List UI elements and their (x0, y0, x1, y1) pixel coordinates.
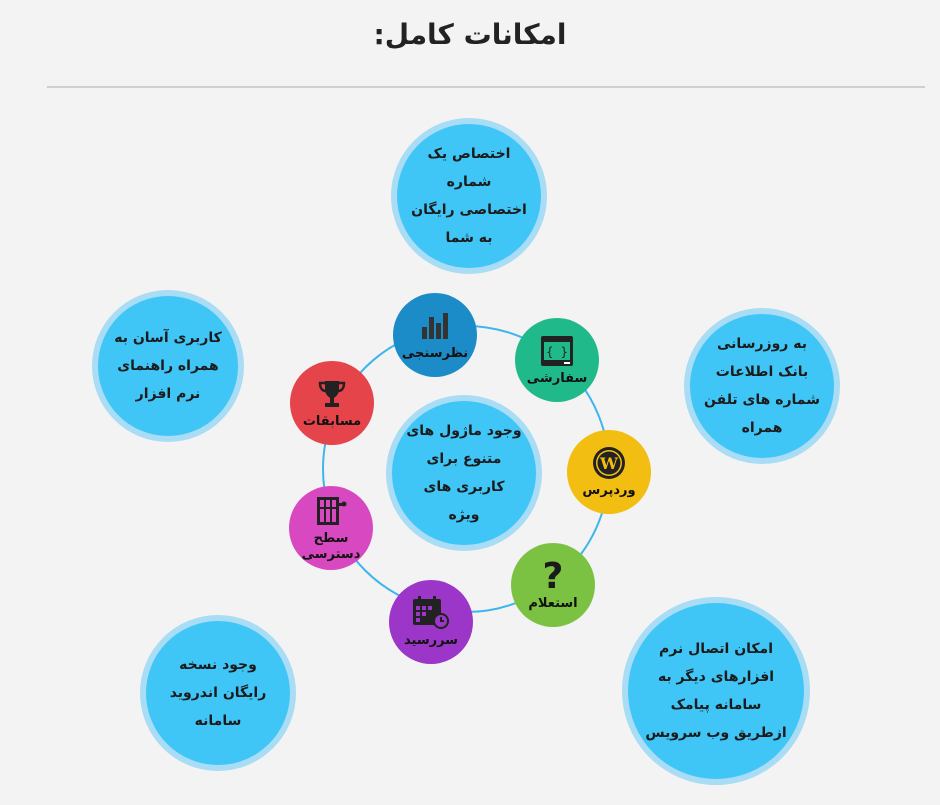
module-label-custom: سفارشی (526, 371, 588, 386)
calendar-clock-icon (411, 595, 451, 631)
feature-text-center: وجود ماژول های متنوع برای کاربری های ویژه (406, 423, 522, 523)
feature-text-right-lower: امکان اتصال نرم افزارهای دیگر به سامانه پیامک ازطریق وب سرویس (645, 641, 787, 741)
svg-text:?: ? (542, 558, 564, 594)
page-title: امکانات کامل: (373, 18, 567, 51)
module-contest (290, 361, 374, 445)
feature-bubble-right-lower (628, 603, 804, 779)
feature-text-left-upper: کاربری آسان به همراه راهنمای نرم افزار (114, 330, 222, 402)
module-label-inquiry: استعلام (528, 596, 578, 611)
feature-bubble-left-lower (146, 621, 290, 765)
svg-text:{ }: { } (546, 345, 568, 359)
feature-bubble-center (392, 401, 536, 545)
question-icon (540, 558, 566, 594)
bar-chart-icon (420, 308, 450, 344)
feature-bubble-top (397, 124, 541, 268)
module-label-access: سطح دسترسی (301, 531, 361, 562)
module-label-poll: نظرسنجی (401, 346, 469, 361)
module-deadline (389, 580, 473, 664)
feature-text-right-upper: به روزرسانی بانک اطلاعات شماره های تلفن همراه (704, 336, 820, 436)
title-divider (47, 86, 925, 88)
wordpress-icon (592, 445, 626, 481)
feature-bubble-left-upper (98, 296, 238, 436)
module-label-contest: مسابقات (302, 414, 362, 429)
trophy-icon (316, 376, 348, 412)
module-access (289, 486, 373, 570)
feature-text-top: اختصاص یک شماره اختصاصی رایگان به شما (411, 146, 527, 246)
feature-bubble-right-upper (690, 314, 834, 458)
module-wordpress (567, 430, 651, 514)
feature-text-left-lower: وجود نسخه رایگان اندروید سامانه (169, 657, 267, 729)
module-custom (515, 318, 599, 402)
module-label-deadline: سررسید (404, 633, 458, 648)
code-window-icon (540, 333, 574, 369)
access-grid-icon (315, 493, 347, 529)
svg-text:W: W (600, 454, 618, 473)
module-inquiry (511, 543, 595, 627)
module-poll (393, 293, 477, 377)
module-label-wordpress: وردپرس (582, 483, 636, 498)
